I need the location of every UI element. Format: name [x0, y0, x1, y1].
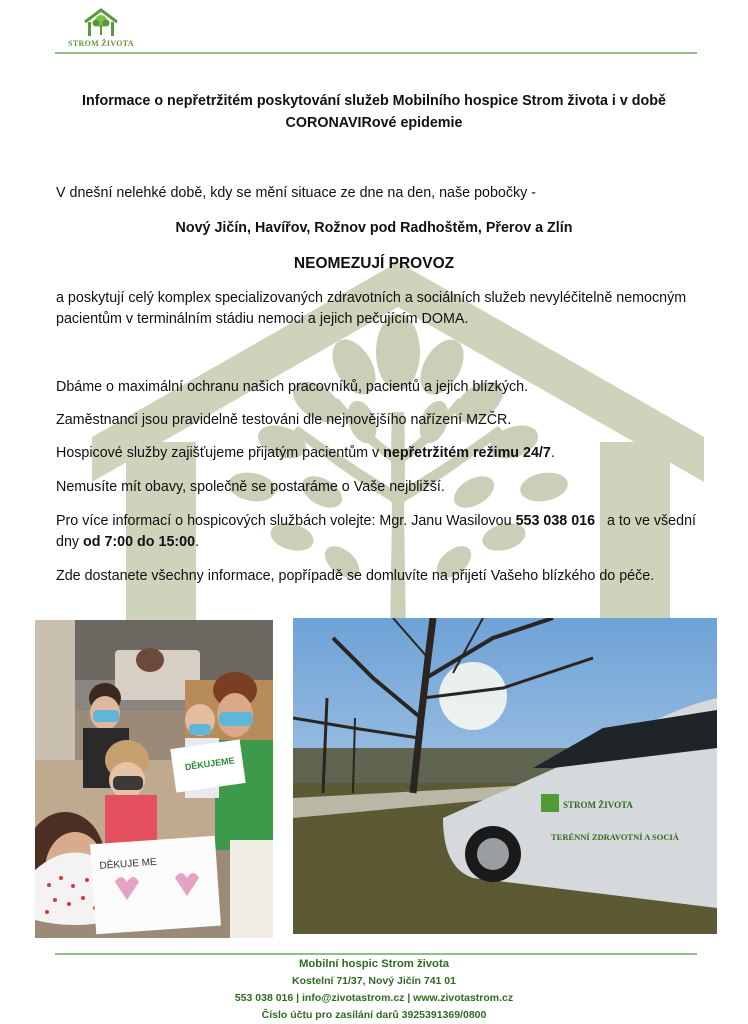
- contact-hours: od 7:00 do 15:00: [83, 534, 196, 550]
- document-title: Informace o nepřetržitém poskytování služeb Mobilního hospice Strom života i v době CORONAVIRové epidemie: [82, 93, 666, 131]
- contact-text-post: .: [195, 534, 200, 550]
- headline: [48, 253, 700, 274]
- car-photo-image: [293, 618, 717, 934]
- worry-paragraph: Nemusíte mít obavy, společně se postaráme o Vaše nejbližší.: [56, 479, 445, 495]
- footer: [48, 956, 700, 1024]
- footer-address: Kostelní 71/37, Nový Jičín 741 01: [291, 975, 456, 987]
- intro-paragraph: V dnešní nelehké době, kdy se mění situace ze dne na den, naše pobočky -: [56, 185, 537, 201]
- footer-account: Číslo účtu pro zasílání darů 3925391369/0800: [261, 1009, 487, 1021]
- footer-contacts: 553 038 016 | info@zivotastrom.cz | www.zivotastrom.cz: [234, 992, 514, 1004]
- car-photo: [293, 618, 717, 934]
- sign-top-text: DĚKUJEME: [184, 755, 236, 773]
- hospice-text-post: .: [550, 445, 555, 461]
- tree-house-logo-icon: [81, 8, 121, 38]
- footer-divider: [55, 953, 697, 955]
- logo-text: STROM ŽIVOTA: [68, 39, 134, 48]
- headline-text: NEOMEZUJÍ PROVOZ: [293, 255, 455, 272]
- hospice-text-bold: nepřetržitém režimu 24/7: [383, 445, 551, 461]
- contact-phone: 553 038 016: [515, 513, 596, 529]
- footer-organization: Mobilní hospic Strom života: [298, 958, 449, 970]
- info-paragraph: Zde dostanete všechny informace, popřípadě se domluvíte na přijetí Vašeho blízkého do péče.: [56, 568, 655, 584]
- sign-bottom-text: DĚKUJE ME: [99, 856, 158, 872]
- contact-text-mid: a to ve všední dny: [56, 513, 700, 550]
- car-slogan-text: TERÉNNÍ ZDRAVOTNÍ A SOCIÁ: [551, 832, 679, 842]
- hospice-text-pre: Hospicové služby zajišťujeme přijatým pacientům v: [56, 445, 384, 461]
- header-divider: [55, 52, 697, 54]
- testing-paragraph: Zaměstnanci jsou pravidelně testováni dle nejnovějšího nařízení MZČR.: [56, 412, 512, 428]
- car-brand-text: STROM ŽIVOTA: [563, 800, 633, 810]
- family-photo-image: [35, 620, 273, 938]
- branches-text: Nový Jičín, Havířov, Rožnov pod Radhoštěm, Přerov a Zlín: [175, 220, 573, 236]
- services-paragraph: a poskytují celý komplex specializovaných zdravotních a sociálních služeb nevyléčitelně nemocným pacientům v terminálním stádiu nemoci a jejich pečujícím DOMA.: [56, 290, 687, 327]
- branches-line: [48, 218, 700, 239]
- logo: [68, 8, 134, 48]
- family-photo: [35, 620, 273, 938]
- contact-text-pre: Pro více informací o hospicových službách volejte: Mgr. Janu Wasilovou: [56, 513, 516, 529]
- contact-paragraph: [56, 511, 706, 553]
- hospice-paragraph: [56, 443, 706, 464]
- protection-paragraph: Dbáme o maximální ochranu našich pracovníků, pacientů a jejich blízkých.: [56, 379, 529, 395]
